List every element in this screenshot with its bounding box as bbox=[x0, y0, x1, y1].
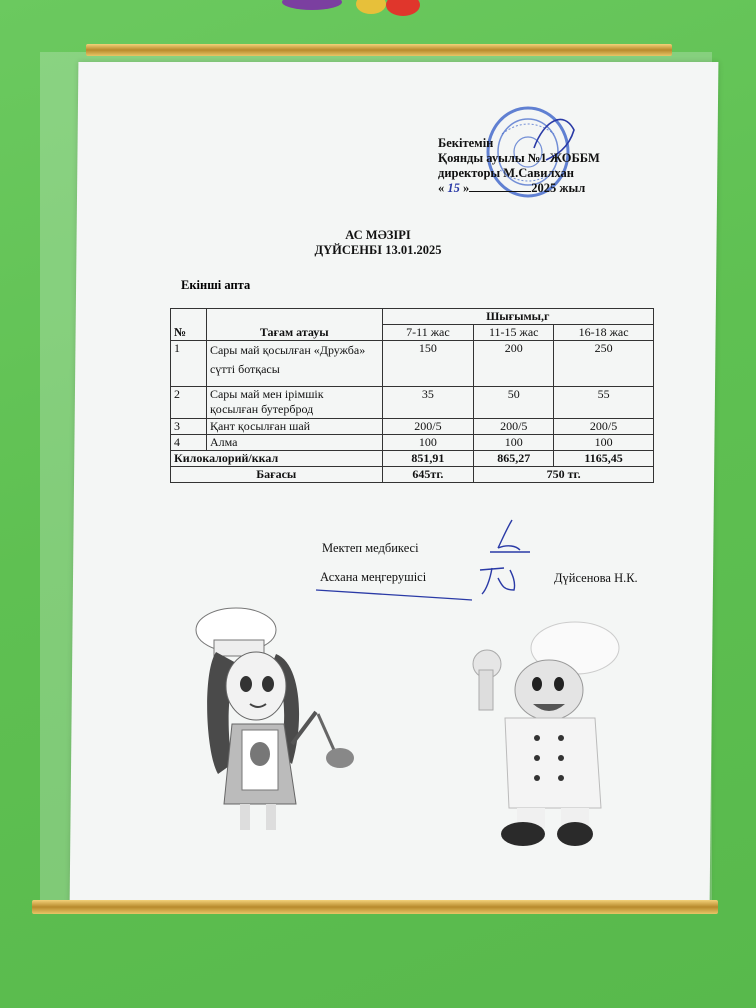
age-group-1: 7-11 жас bbox=[382, 325, 474, 341]
kcal-value: 1165,45 bbox=[554, 451, 654, 467]
table-row bbox=[171, 419, 654, 435]
table-row bbox=[171, 435, 654, 451]
row-value: 50 bbox=[474, 387, 554, 419]
row-number: 2 bbox=[171, 387, 207, 419]
canteen-manager-label: Асхана меңгерушісі bbox=[320, 570, 427, 584]
approval-line-2: Қоянды ауылы №1 ЖОББМ bbox=[438, 151, 600, 165]
row-value: 150 bbox=[382, 341, 474, 387]
male-chef-illustration-icon bbox=[465, 618, 625, 854]
age-group-2: 11-15 жас bbox=[474, 325, 554, 341]
row-value: 100 bbox=[382, 435, 474, 451]
age-group-3: 16-18 жас bbox=[554, 325, 654, 341]
price-young: 645тг. bbox=[382, 467, 474, 483]
header-yield: Шығымы,г bbox=[382, 309, 653, 325]
kcal-value: 865,27 bbox=[474, 451, 554, 467]
row-dish: Сары май қосылған «Дружба» сүтті ботқасы bbox=[206, 341, 382, 387]
header-dish-name: Тағам атауы bbox=[206, 309, 382, 341]
row-value: 250 bbox=[554, 341, 654, 387]
approval-day: 15 bbox=[447, 181, 460, 195]
row-value: 100 bbox=[474, 435, 554, 451]
menu-table bbox=[170, 308, 654, 483]
row-dish: Қант қосылған шай bbox=[206, 419, 382, 435]
header-number: № bbox=[171, 309, 207, 341]
row-value: 35 bbox=[382, 387, 474, 419]
canteen-manager-name: Дүйсенова Н.К. bbox=[554, 571, 638, 585]
document-subtitle: ДҮЙСЕНБІ 13.01.2025 bbox=[314, 243, 442, 257]
row-number: 1 bbox=[171, 341, 207, 387]
underline-stroke-icon bbox=[314, 584, 476, 604]
row-value: 200 bbox=[474, 341, 554, 387]
row-number: 3 bbox=[171, 419, 207, 435]
row-value: 100 bbox=[554, 435, 654, 451]
frame-bottom-rail bbox=[32, 900, 718, 914]
toy-purple bbox=[282, 0, 342, 10]
row-number: 4 bbox=[171, 435, 207, 451]
nurse-signature-icon bbox=[484, 516, 534, 560]
approval-block bbox=[438, 136, 600, 196]
price-row bbox=[171, 467, 654, 483]
approval-line-1: Бекітемін bbox=[438, 136, 494, 150]
row-value: 55 bbox=[554, 387, 654, 419]
kcal-value: 851,91 bbox=[382, 451, 474, 467]
kcal-label: Килокалорий/ккал bbox=[171, 451, 383, 467]
toy-red bbox=[386, 0, 420, 16]
nurse-label: Мектеп медбикесі bbox=[322, 541, 419, 555]
approval-date: « 15 » 2025 жыл bbox=[438, 181, 586, 195]
canteen-signature-icon bbox=[474, 560, 524, 600]
week-label: Екінші апта bbox=[181, 278, 251, 292]
toy-yellow bbox=[356, 0, 386, 14]
row-dish: Алма bbox=[206, 435, 382, 451]
table-row bbox=[171, 387, 654, 419]
document-title: АС МӘЗІРІ bbox=[345, 228, 411, 242]
kcal-row bbox=[171, 451, 654, 467]
price-label: Бағасы bbox=[171, 467, 383, 483]
row-dish: Сары май мен ірімшік қосылған бутерброд bbox=[206, 387, 382, 419]
frame-top-rail bbox=[86, 44, 672, 56]
approval-line-3: директоры М.Савилхан bbox=[438, 166, 574, 180]
row-value: 200/5 bbox=[554, 419, 654, 435]
price-old: 750 тг. bbox=[474, 467, 654, 483]
table-row bbox=[171, 341, 654, 387]
girl-chef-illustration-icon bbox=[192, 604, 360, 836]
row-value: 200/5 bbox=[382, 419, 474, 435]
row-value: 200/5 bbox=[474, 419, 554, 435]
approval-year: 2025 жыл bbox=[531, 181, 586, 195]
